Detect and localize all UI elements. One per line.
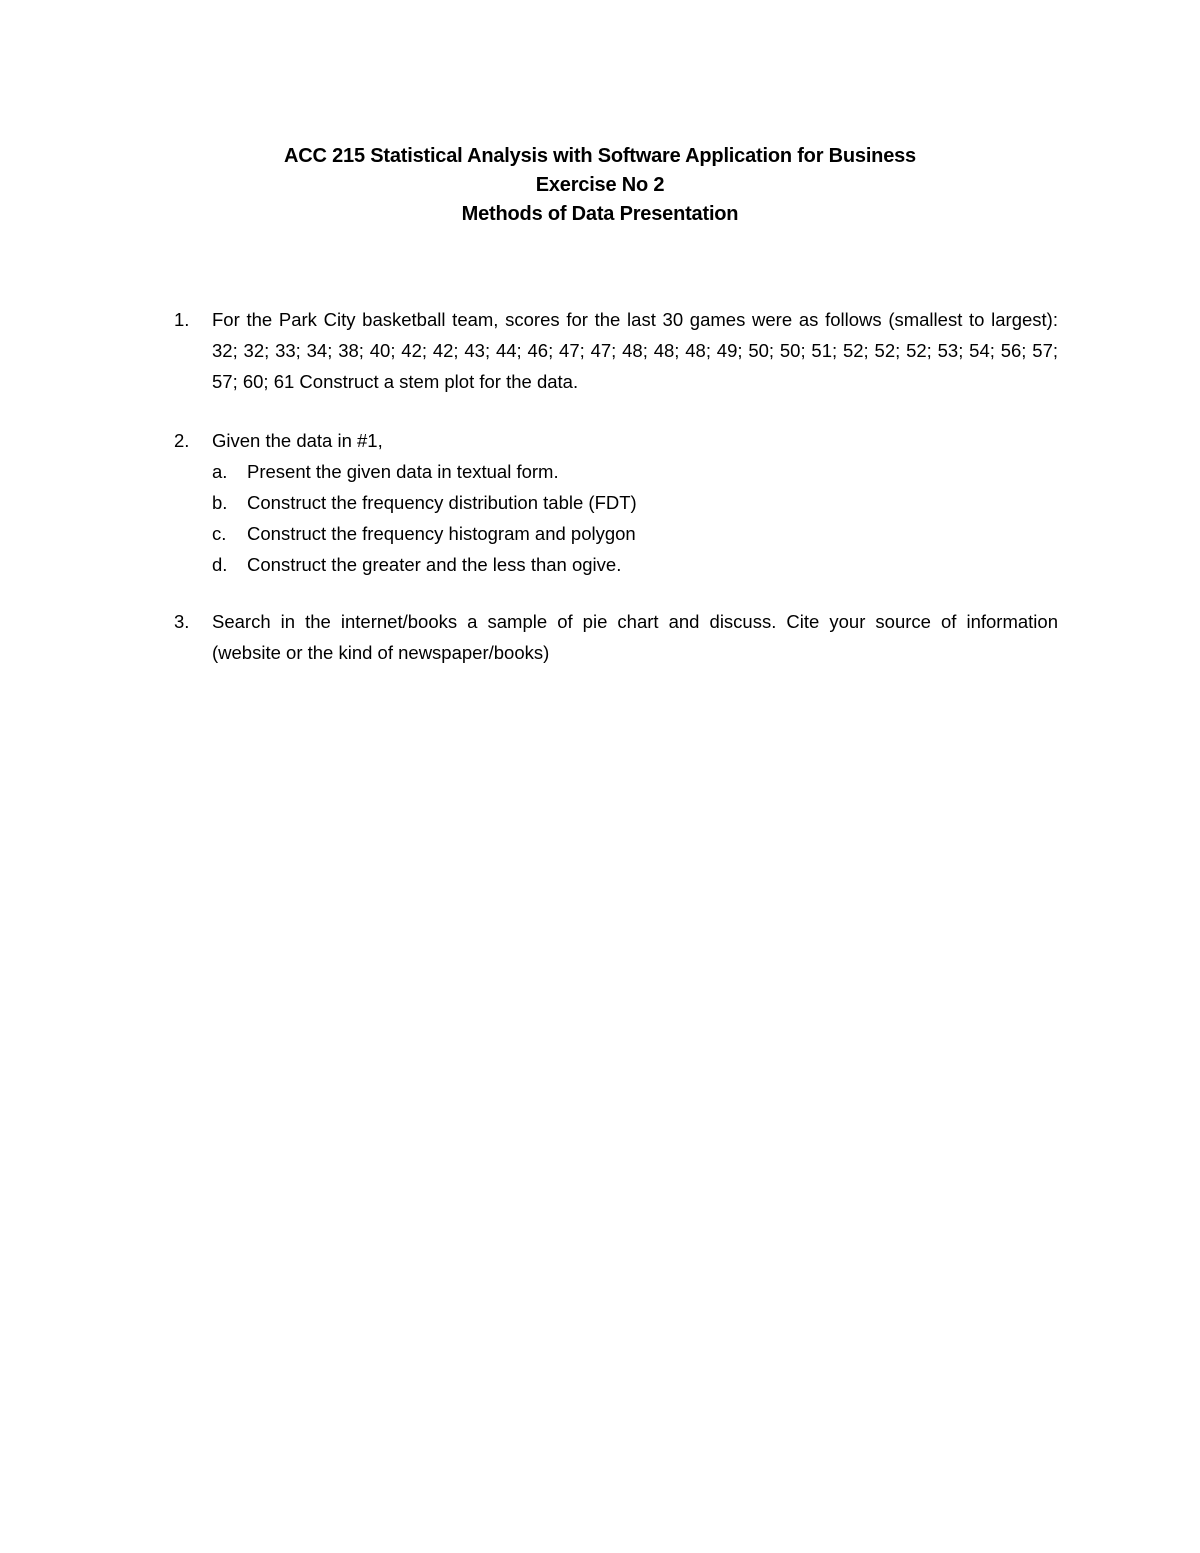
subquestion-letter: d. xyxy=(212,554,228,575)
question-text: For the Park City basketball team, scores for the last 30 games were as follows (smallest to largest): 32; 32; 33; 34; 38; 40; 42; 42; 43; 44; 46; 47; 47; 48; 48; 48; 49; 50; 50; 51; 52; 52; 52; 53; 54; 56; 57; 57; 60; 61 Construct a stem plot for the data. xyxy=(212,309,1058,392)
question-text: Search in the internet/books a sample of pie chart and discuss. Cite your source of information (website or the kind of newspaper/books) xyxy=(212,611,1058,663)
subquestion-text: Construct the greater and the less than ogive. xyxy=(247,554,622,575)
subquestion-c xyxy=(212,518,1058,549)
question-2 xyxy=(174,425,1058,580)
subquestion-d xyxy=(212,549,1058,580)
subquestion-letter: b. xyxy=(212,492,228,513)
subquestion-letter: a. xyxy=(212,461,228,482)
subquestion-letter: c. xyxy=(212,523,227,544)
exercise-title: Exercise No 2 xyxy=(535,174,665,196)
subquestion-b xyxy=(212,487,1058,518)
question-number: 1. xyxy=(174,309,190,330)
question-1 xyxy=(174,304,1058,397)
subquestion-text: Present the given data in textual form. xyxy=(247,461,559,482)
topic-title: Methods of Data Presentation xyxy=(461,203,739,225)
course-title: ACC 215 Statistical Analysis with Software Application for Business xyxy=(284,145,916,167)
question-text: Given the data in #1, xyxy=(212,430,383,451)
subquestion-text: Construct the frequency distribution table (FDT) xyxy=(247,492,637,513)
question-number: 2. xyxy=(174,430,190,451)
subquestion-a xyxy=(212,456,1058,487)
question-3 xyxy=(174,606,1058,668)
question-number: 3. xyxy=(174,611,190,632)
document-header xyxy=(0,142,1200,229)
subquestion-text: Construct the frequency histogram and polygon xyxy=(247,523,636,544)
